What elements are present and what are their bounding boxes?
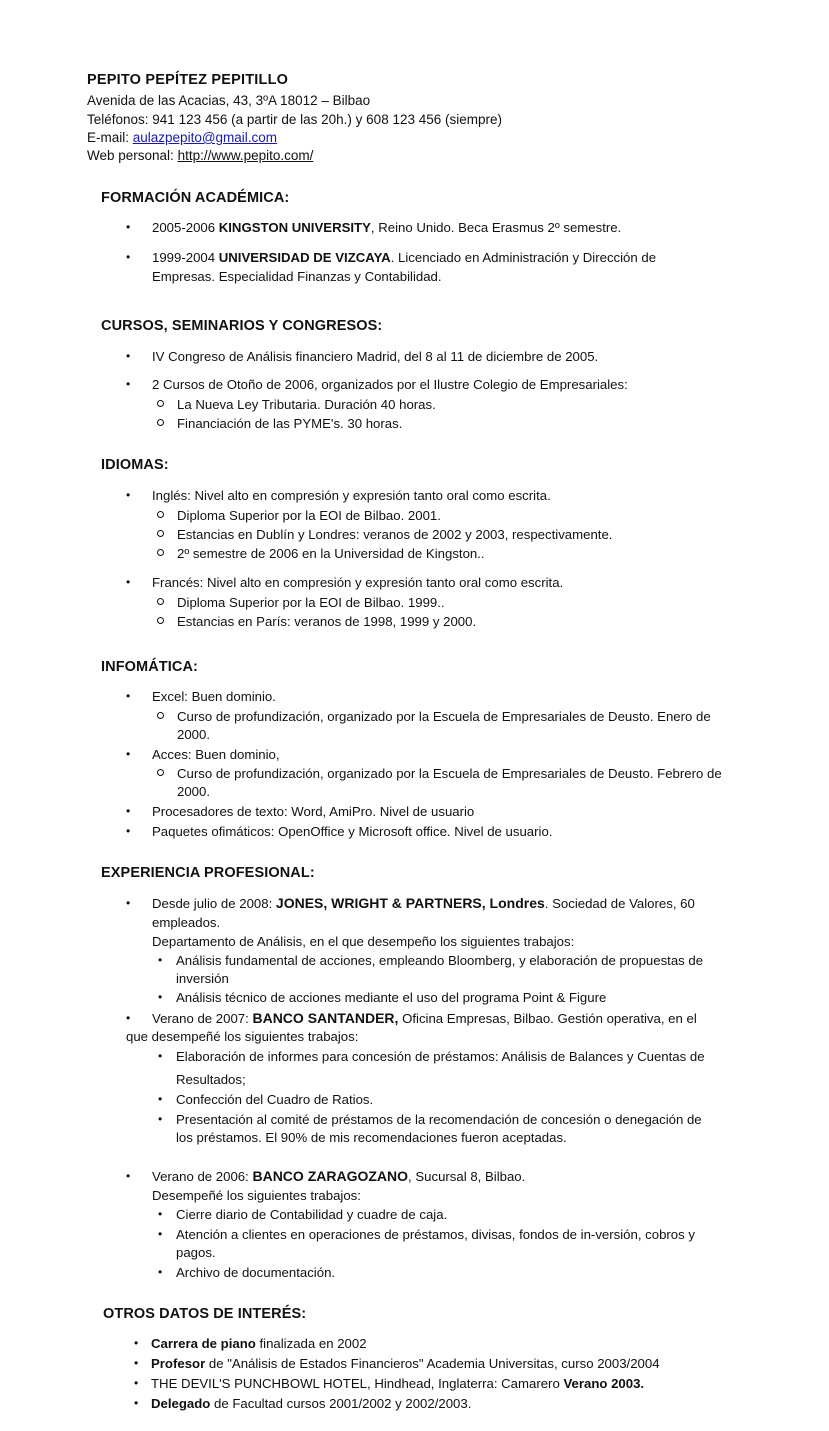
idioma-subitem: Estancias en París: veranos de 1998, 1999 y 2000. [177,614,477,629]
informatica-procesadores: Procesadores de texto: Word, AmiPro. Nivel de usuario [152,804,475,819]
informatica-paquetes: Paquetes ofimáticos: OpenOffice y Microsoft office. Nivel de usuario. [152,824,553,839]
otros-item: Carrera de piano finalizada en 2002 [151,1336,367,1351]
bullet-icon: • [126,377,131,391]
job-task: Confección del Cuadro de Ratios. [176,1092,374,1107]
informatica-excel: Excel: Buen dominio. [152,689,276,704]
bullet-icon: • [126,824,131,838]
formacion-item: 2005-2006 KINGSTON UNIVERSITY, Reino Unido. Beca Erasmus 2º semestre. [152,220,622,235]
job-task: Presentación al comité de préstamos de la recomendación de concesión o denegación de [176,1112,702,1127]
bullet-icon: • [134,1336,139,1350]
section-title-experiencia: EXPERIENCIA PROFESIONAL: [101,865,315,881]
job-task-line2: los préstamos. El 90% de mis recomendaciones fueron aceptadas. [176,1130,567,1145]
informatica-subitem: Curso de profundización, organizado por la Escuela de Empresariales de Deusto. Enero de [177,709,711,724]
section-title-cursos: CURSOS, SEMINARIOS Y CONGRESOS: [101,318,383,334]
bullet-icon: • [126,747,131,761]
circle-bullet-icon [157,598,164,605]
bullet-icon: • [158,990,163,1004]
email-label: E-mail: [87,130,133,145]
job-santander-line2: que desempeñé los siguientes trabajos: [126,1029,359,1044]
bullet-icon: • [158,1049,163,1063]
bullet-icon: • [126,575,131,589]
bullet-icon: • [134,1356,139,1370]
web-line [87,147,313,165]
bullet-icon: • [158,1207,163,1221]
job-task: Análisis fundamental de acciones, empleando Bloomberg, y elaboración de propuestas de [176,953,704,968]
email-link[interactable]: aulazpepito@gmail.com [132,130,278,145]
job-task: Análisis técnico de acciones mediante el uso del programa Point & Figure [176,990,607,1005]
idioma-ingles: Inglés: Nivel alto en compresión y expresión tanto oral como escrita. [152,488,551,503]
circle-bullet-icon [157,400,164,407]
job-santander: Verano de 2007: BANCO SANTANDER, Oficina Empresas, Bilbao. Gestión operativa, en el [152,1010,697,1026]
phones: Teléfonos: 941 123 456 (a partir de las 20h.) y 608 123 456 (siempre) [87,112,503,127]
idioma-subitem: Diploma Superior por la EOI de Bilbao. 2001. [177,508,441,523]
bullet-icon: • [158,1227,163,1241]
person-name: PEPITO PEPÍTEZ PEPITILLO [87,72,289,88]
bullet-icon: • [126,1011,131,1025]
job-jones: Desde julio de 2008: JONES, WRIGHT & PARTNERS, Londres. Sociedad de Valores, 60 [152,895,695,911]
informatica-subitem: Curso de profundización, organizado por la Escuela de Empresariales de Deusto. Febrero de [177,766,722,781]
section-title-formacion: FORMACIÓN ACADÉMICA: [101,190,290,206]
job-zaragozano-line2: Desempeñé los siguientes trabajos: [152,1188,361,1203]
informatica-subitem-line2: 2000. [177,784,211,799]
bullet-icon: • [134,1376,139,1390]
bullet-icon: • [126,488,131,502]
curso-subitem: Financiación de las PYME's. 30 horas. [177,416,403,431]
idioma-frances: Francés: Nivel alto en compresión y expresión tanto oral como escrita. [152,575,564,590]
bullet-icon: • [158,953,163,967]
job-task-line2: inversión [176,971,229,986]
circle-bullet-icon [157,511,164,518]
bullet-icon: • [126,689,131,703]
idioma-subitem: Diploma Superior por la EOI de Bilbao. 1999.. [177,595,445,610]
web-link[interactable]: http://www.pepito.com/ [177,148,314,163]
bullet-icon: • [126,220,131,234]
bullet-icon: • [158,1092,163,1106]
otros-item: Delegado de Facultad cursos 2001/2002 y 2002/2003. [151,1396,472,1411]
section-title-otros: OTROS DATOS DE INTERÉS: [103,1306,307,1322]
formacion-item-line2: Empresas. Especialidad Finanzas y Contabilidad. [152,269,442,284]
bullet-icon: • [126,896,131,910]
job-task-line2: Resultados; [176,1072,246,1087]
bullet-icon: • [126,250,131,264]
job-task: Atención a clientes en operaciones de préstamos, divisas, fondos de in-versión, cobros y [176,1227,695,1242]
circle-bullet-icon [157,530,164,537]
otros-item: Profesor de "Análisis de Estados Financieros" Academia Universitas, curso 2003/2004 [151,1356,660,1371]
job-jones-line2: empleados. [152,915,221,930]
curso-subitem: La Nueva Ley Tributaria. Duración 40 horas. [177,397,436,412]
informatica-acces: Acces: Buen dominio, [152,747,280,762]
circle-bullet-icon [157,712,164,719]
section-title-informatica: INFOMÁTICA: [101,659,198,675]
idioma-subitem: Estancias en Dublín y Londres: veranos de 2002 y 2003, respectivamente. [177,527,613,542]
circle-bullet-icon [157,617,164,624]
curso-item: 2 Cursos de Otoño de 2006, organizados por el Ilustre Colegio de Empresariales: [152,377,628,392]
email-line [87,129,277,147]
section-title-idiomas: IDIOMAS: [101,457,169,473]
bullet-icon: • [158,1112,163,1126]
bullet-icon: • [134,1396,139,1410]
otros-item: THE DEVIL'S PUNCHBOWL HOTEL, Hindhead, Inglaterra: Camarero Verano 2003. [151,1376,645,1391]
circle-bullet-icon [157,769,164,776]
circle-bullet-icon [157,549,164,556]
bullet-icon: • [158,1265,163,1279]
job-jones-line3: Departamento de Análisis, en el que desempeño los siguientes trabajos: [152,934,575,949]
bullet-icon: • [126,804,131,818]
web-label: Web personal: [87,148,178,163]
address: Avenida de las Acacias, 43, 3ºA 18012 – Bilbao [87,93,371,108]
bullet-icon: • [126,1169,131,1183]
circle-bullet-icon [157,419,164,426]
idioma-subitem: 2º semestre de 2006 en la Universidad de Kingston.. [177,546,485,561]
curso-item: IV Congreso de Análisis financiero Madrid, del 8 al 11 de diciembre de 2005. [152,349,599,364]
job-task: Elaboración de informes para concesión de préstamos: Análisis de Balances y Cuentas de [176,1049,705,1064]
job-task-line2: pagos. [176,1245,216,1260]
job-task: Archivo de documentación. [176,1265,336,1280]
job-task: Cierre diario de Contabilidad y cuadre de caja. [176,1207,448,1222]
bullet-icon: • [126,349,131,363]
job-zaragozano: Verano de 2006: BANCO ZARAGOZANO, Sucursal 8, Bilbao. [152,1168,526,1184]
formacion-item: 1999-2004 UNIVERSIDAD DE VIZCAYA. Licenciado en Administración y Dirección de [152,250,657,265]
informatica-subitem-line2: 2000. [177,727,211,742]
